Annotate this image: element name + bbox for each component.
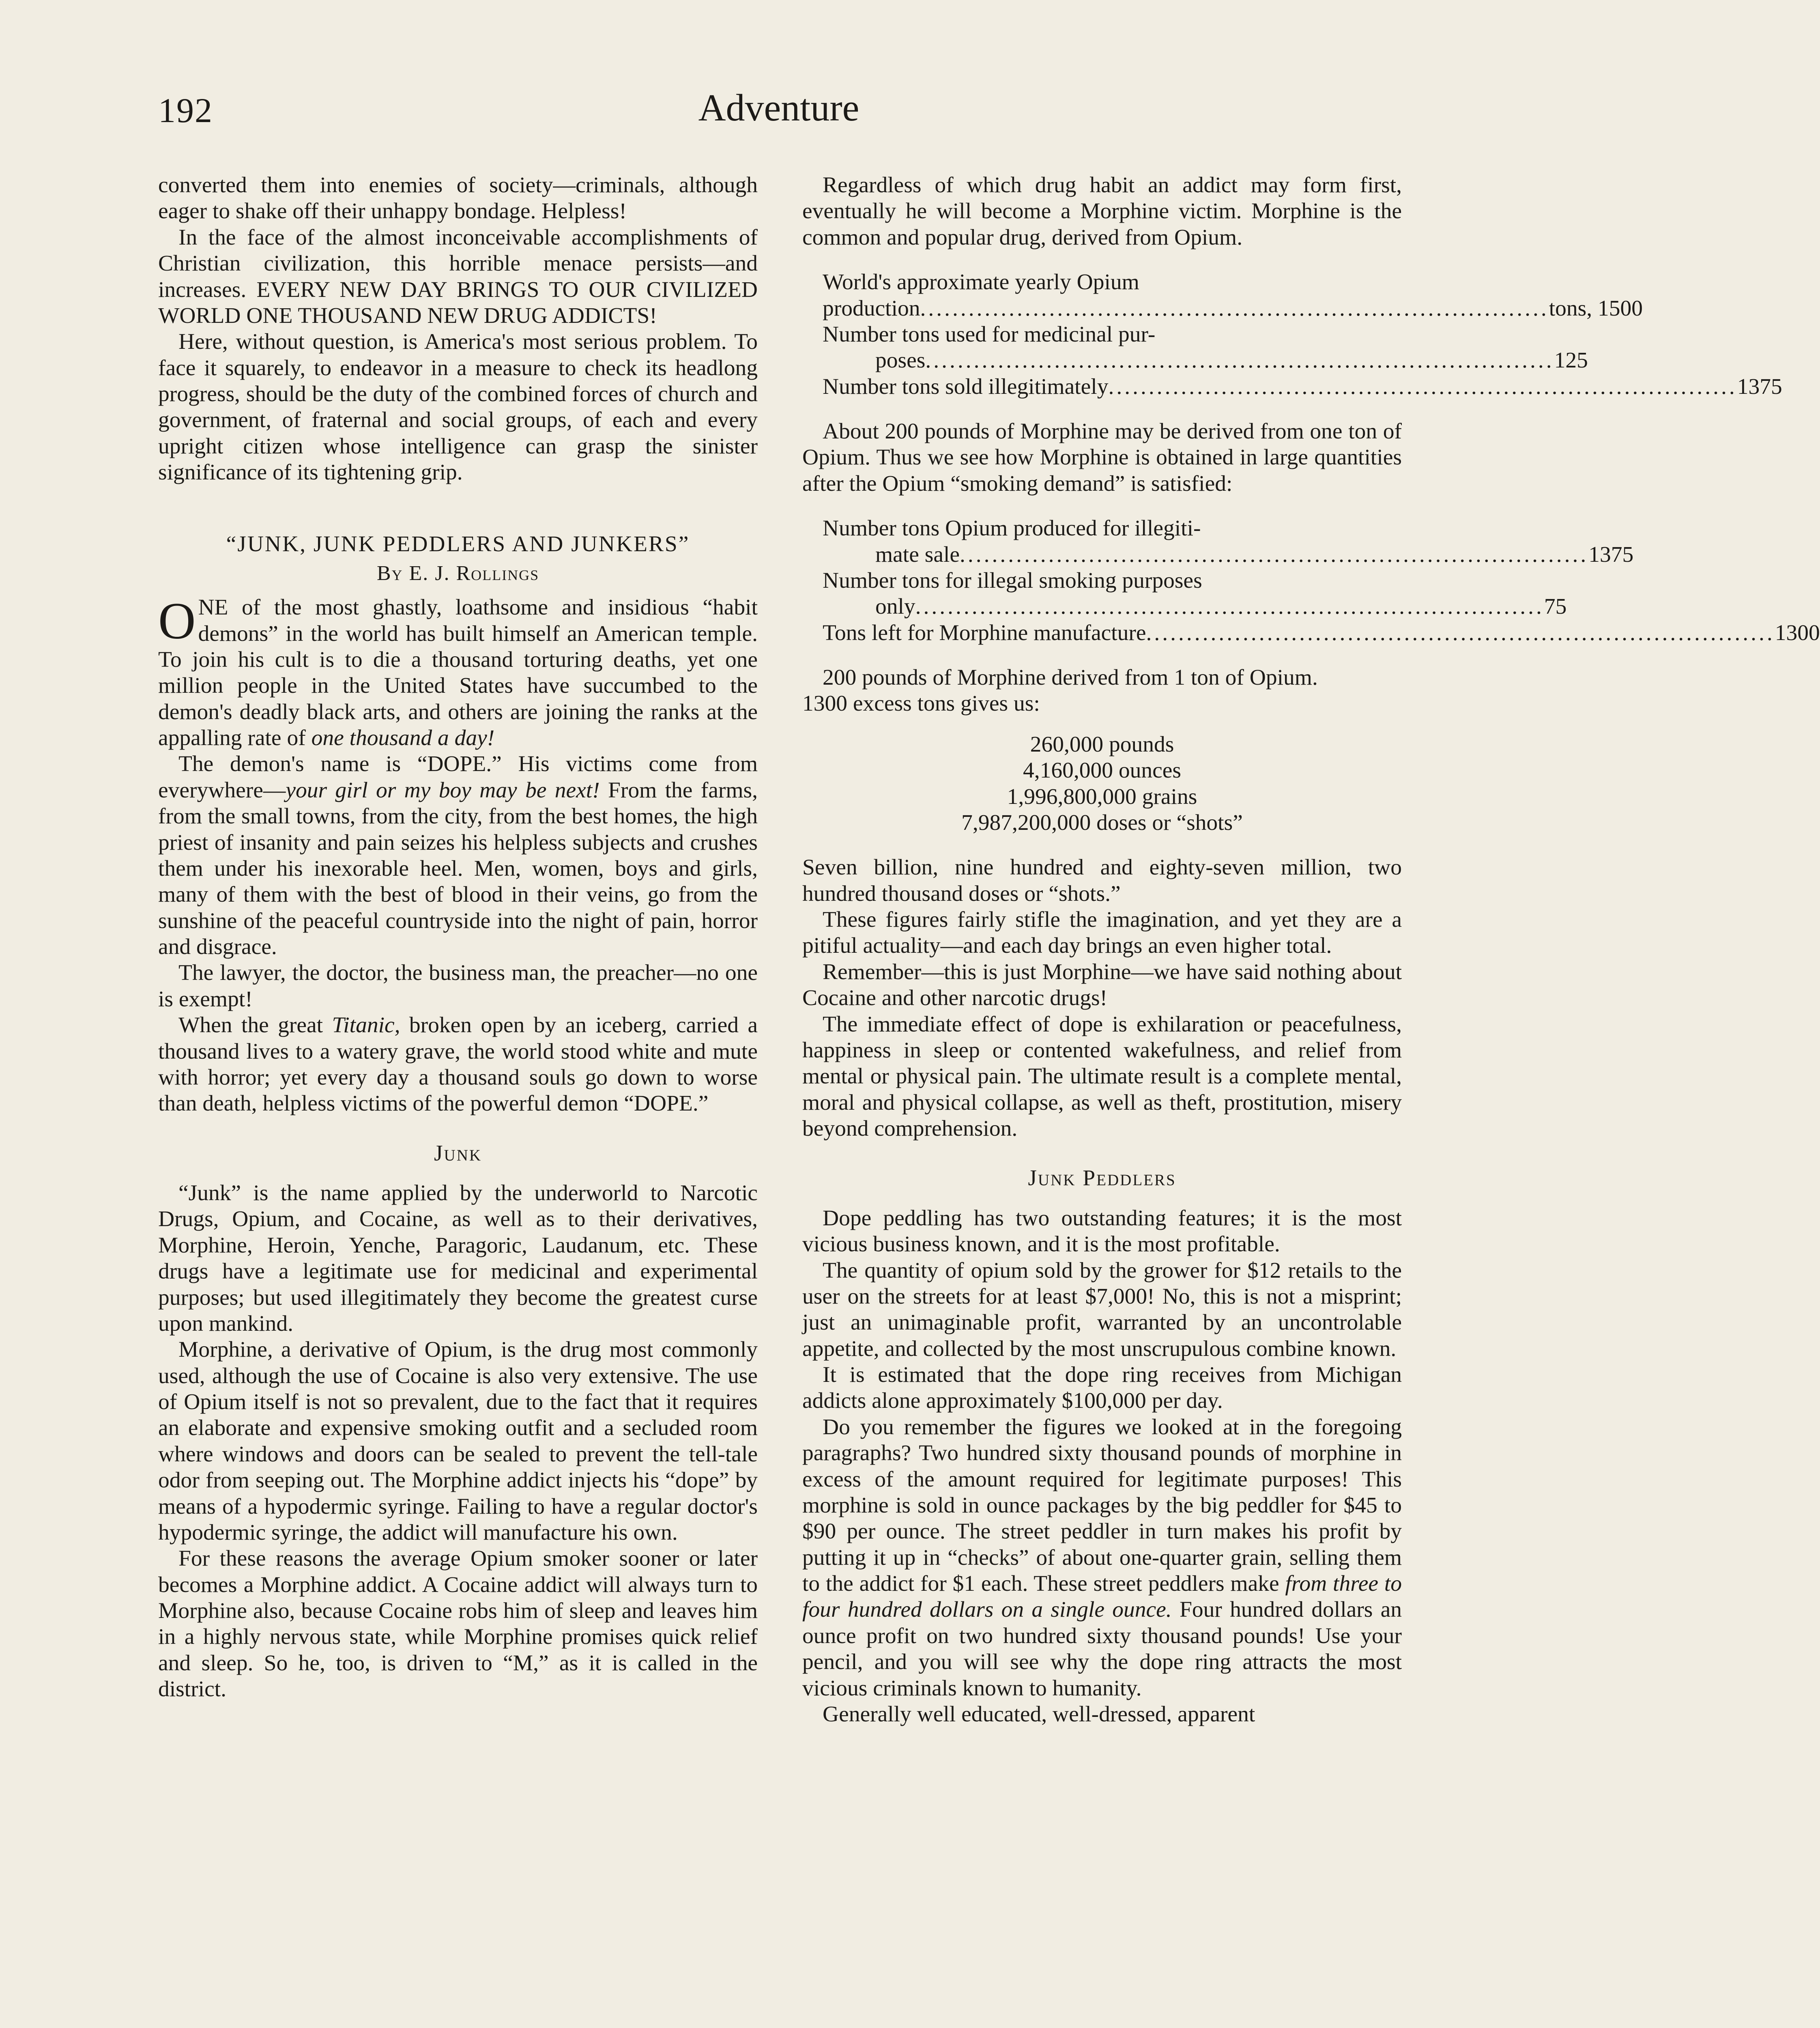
text-run: Four hundred dollars an ounce profit on two hundred sixty thousand pounds! Use your pencil, and you will see why the dope ring attracts the most vicious criminals known to humanity. (802, 1597, 1402, 1701)
emphasis-text: one thousand a day! (311, 726, 495, 751)
paragraph: These figures fairly stifle the imagination, and yet they are a pitiful actuality—and each day brings an even higher total. (802, 907, 1402, 958)
paragraph: converted them into enemies of society—criminals, although eager to shake off their unhappy bondage. Helpless! (158, 173, 758, 224)
paragraph: The quantity of opium sold by the grower for $12 retails to the user on the streets for at least $7,000! No, this is not a misprint; just an unimaginable profit, warranted by an uncontrolable appetite, and collected by the most unscrupulous combine known. (802, 1258, 1402, 1361)
row-label: Tons left for Morphine manufacture (823, 620, 1146, 645)
paragraph: About 200 pounds of Morphine may be derived from one ton of Opium. Thus we see how Morphine is obtained in large quantities after the Opium “smoking demand” is satisfied: (802, 419, 1402, 496)
section-heading: Junk (434, 1141, 482, 1166)
calc-line: 1,996,800,000 grains (1007, 784, 1197, 809)
paragraph: Regardless of which drug habit an addict may form first, eventually he will become a Morphine victim. Morphine is the common and popular drug, derived from Opium. (802, 173, 1402, 250)
row-value: 1375 (1588, 542, 1634, 567)
section-heading: Junk Peddlers (1028, 1166, 1176, 1191)
text-run: NE of the most ghastly, loathsome and insidious “habit demons” in the world has built himself an American temple. To join his cult is to die a thousand torturing deaths, yet one million people in the United States have succumbed to the demon's deadly black arts, and others are joining the ranks at the appalling rate of (158, 595, 758, 751)
paragraph: In the face of the almost inconceivable accomplishments of Christian civilization, this horrible menace persists—and increases. EVERY NEW DAY BRINGS TO OUR CIVILIZED WORLD ONE THOUSAND NEW DRUG ADDICTS! (158, 225, 758, 328)
table-row-text: Number tons used for medicinal pur- (823, 322, 1156, 347)
text-run: Do you remember the figures we looked at in the foregoing paragraphs? Two hundred sixty thousand pounds of morphine in excess of the amount required for legitimate purposes! This morphine is sold in ounce packages by the big peddler for $45 to $90 per ounce. The street peddler in turn makes his profit by putting it up in “checks” of about one-quarter grain, selling them to the addict for $1 each. These street peddlers make (802, 1414, 1402, 1596)
paragraph: The lawyer, the doctor, the business man, the preacher—no one is exempt! (158, 960, 758, 1012)
calc-line: 7,987,200,000 doses or “shots” (961, 810, 1243, 835)
dose-calculation (802, 732, 1402, 836)
paragraph (802, 1414, 1402, 1701)
paragraph: For these reasons the average Opium smoker sooner or later becomes a Morphine addict. A Cocaine addict will always turn to Morphine also, because Cocaine robs him of sleep and leaves him in a highly nervous state, while Morphine promises quick relief and sleep. So he, too, is driven to “M,” as it is called in the district. (158, 1546, 758, 1702)
row-label: poses (875, 348, 926, 373)
row-value: 1375 (1737, 374, 1782, 399)
paragraph: Generally well educated, well-dressed, apparent (823, 1701, 1255, 1727)
row-label: only (875, 594, 915, 619)
row-value: 75 (1544, 594, 1567, 619)
opening-paragraph (158, 592, 758, 751)
table-row (823, 296, 1643, 322)
emphasis-text: Titanic, (332, 1013, 400, 1038)
emphasis-text: your girl or my boy may be next! (286, 778, 600, 803)
row-label: production (823, 296, 920, 321)
paragraph: 200 pounds of Morphine derived from 1 ton of Opium. (823, 665, 1318, 690)
table-row (823, 620, 1820, 646)
text-run: When the great (178, 1013, 332, 1038)
morphine-derivation-table (823, 516, 1820, 646)
paragraph (158, 1012, 758, 1117)
dot-leader: .............................................................................. (915, 594, 1544, 619)
dot-leader: .............................................................................. (1108, 374, 1737, 399)
dot-leader: .............................................................................. (925, 348, 1554, 373)
table-row-text: Number tons for illegal smoking purposes (823, 568, 1202, 593)
paragraph: Remember—this is just Morphine—we have said nothing about Cocaine and other narcotic drugs! (802, 959, 1402, 1011)
text-run: From the farms, from the small towns, from the city, from the best homes, the high priest of insanity and pain seizes his helpless subjects and crushes them under his inexorable heel. Men, women, boys and girls, many of them with the best of blood in their veins, go from the sunshine of the peaceful countryside into the night of pain, horror and disgrace. (158, 778, 758, 960)
byline: By E. J. Rollings (376, 561, 539, 585)
row-label: Number tons sold illegitimately (823, 374, 1109, 399)
table-row-text: Number tons Opium produced for illegiti- (823, 516, 1201, 541)
text-run: The demon's name is “DOPE.” His victims come from everywhere— (158, 752, 758, 803)
emphasis-text: from three to four hundred dollars on a single ounce. (802, 1571, 1402, 1622)
table-row-text: World's approximate yearly Opium (823, 270, 1139, 295)
paragraph: Morphine, a derivative of Opium, is the drug most commonly used, although the use of Cocaine is also very extensive. The use of Opium itself is not so prevalent, due to the fact that it requires an elaborate and expensive smoking outfit and a secluded room where windows and doors can be sealed to prevent the tell-tale odor from seeping out. The Morphine addict injects his “dope” by means of a hypodermic syringe. Failing to have a regular doctor's hypodermic syringe, the addict will manufacture his own. (158, 1337, 758, 1545)
row-value: 1300 (1775, 620, 1820, 645)
right-column (802, 172, 1820, 1727)
table-row (823, 348, 1588, 374)
table-row (823, 374, 1782, 400)
text-run: broken open by an iceberg, carried a thousand lives to a watery grave, the world stood white and mute with horror; yet every day a thousand souls go down to worse than death, helpless victims of the powerful demon “DOPE.” (158, 1013, 758, 1116)
paragraph: “Junk” is the name applied by the underworld to Narcotic Drugs, Opium, and Cocaine, as well as to their derivatives, Morphine, Heroin, Yenche, Paragoric, Laudanum, etc. These drugs have a legitimate use for medicinal and experimental purposes; but used illegitimately they become the greatest curse upon mankind. (158, 1181, 758, 1336)
paragraph: Seven billion, nine hundred and eighty-seven million, two hundred thousand doses or “shots.” (802, 855, 1402, 906)
dot-leader: .............................................................................. (1146, 620, 1775, 645)
row-value: 125 (1554, 348, 1588, 373)
calc-line: 4,160,000 ounces (1023, 758, 1181, 783)
dot-leader: .............................................................................. (920, 296, 1549, 321)
drop-cap: O (158, 592, 196, 650)
paragraph: The immediate effect of dope is exhilaration or peacefulness, happiness in sleep or contented wakefulness, and relief from mental or physical pain. The ultimate result is a complete mental, moral and physical collapse, as well as theft, prostitution, misery beyond comprehension. (802, 1012, 1402, 1141)
left-column (158, 172, 758, 1703)
paragraph: 1300 excess tons gives us: (802, 691, 1040, 716)
calc-line: 260,000 pounds (1030, 732, 1174, 757)
table-row (823, 594, 1567, 620)
running-head: Adventure (698, 87, 860, 129)
article-title: “JUNK, JUNK PEDDLERS AND JUNKERS” (226, 531, 690, 556)
page-number: 192 (158, 91, 213, 130)
paragraph: It is estimated that the dope ring receives from Michigan addicts alone approximately $100,000 per day. (802, 1362, 1402, 1414)
paragraph: Here, without question, is America's most serious problem. To face it squarely, to endeavor in a measure to check its headlong progress, should be the duty of the combined forces of church and government, of fraternal and social groups, of each and every upright citizen whose intelligence can grasp the sinister significance of its tightening grip. (158, 329, 758, 485)
opium-production-table (823, 269, 1782, 400)
paragraph (158, 751, 758, 960)
row-label: mate sale (875, 542, 960, 567)
dot-leader: .............................................................................. (960, 542, 1589, 567)
paragraph: Dope peddling has two outstanding features; it is the most vicious business known, and it is the most profitable. (802, 1205, 1402, 1257)
row-value: tons, 1500 (1549, 296, 1643, 321)
table-row (823, 542, 1634, 568)
